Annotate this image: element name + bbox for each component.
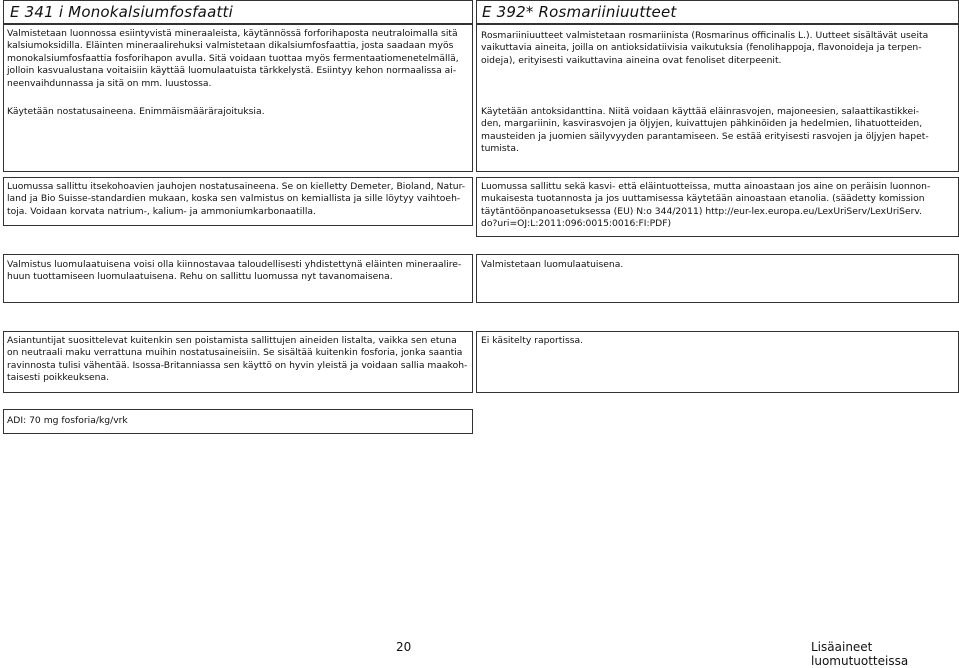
right-organic-line: täytäntöönpanoasetuksessa (EU) N:o 344/2011) http://eur-lex.europa.eu/LexUriServ/LexUriServ. — [481, 205, 923, 217]
left-production-box — [3, 254, 473, 303]
left-production-text — [7, 259, 472, 284]
left-intro-box — [3, 24, 473, 172]
right-production-box — [476, 254, 959, 303]
left-expert-box — [3, 331, 473, 393]
left-expert-text — [7, 335, 472, 385]
left-organic-line: Luomussa sallittu itsekohoavien jauhojen nostatusaineena. Se on kielletty Demeter, Bioland, Natur- — [7, 181, 466, 192]
left-title-box — [3, 0, 473, 24]
right-intro-line: vaikuttavia aineita, joilla on antioksidatiivisia vaikutuksia (fenolihappoja, flavonoideja ja terpen- — [481, 42, 922, 54]
left-title: E 341 i Monokalsiumfosfaatti — [10, 3, 233, 21]
right-expert-text: Ei käsitelty raportissa. — [481, 335, 584, 346]
left-usage-text: Käytetään nostatusaineena. Enimmäismäärärajoituksia. — [7, 106, 265, 117]
right-organic-line: Luomussa sallittu sekä kasvi- että eläintuotteissa, mutta ainoastaan jos aine on peräisin luonnon- — [481, 181, 931, 192]
left-organic-line: land ja Bio Suisse-standardien mukaan, koska sen valmistus on kemiallista ja sille löytyy vaihtoeh- — [7, 193, 461, 205]
left-adi-text: ADI: 70 mg fosforia/kg/vrk — [7, 415, 128, 426]
right-usage-line: Käytetään antoksidanttina. Niitä voidaan käyttää eläinrasvojen, majoneesien, salaattikastikkei- — [481, 106, 920, 117]
left-expert-line: on neutraali maku verrattuna muihin nostatusaineisiin. Se sisältää kuitenkin fosforia, jonka saantia — [7, 347, 463, 359]
left-organic-line: toja. Voidaan korvata natrium-, kalium- ja ammoniumkarbonaatilla. — [7, 205, 316, 217]
left-organic-box — [3, 177, 473, 226]
right-intro-line: oideja), erityisesti vaikuttavina aineina ovat fenoliset diterpeenit. — [481, 54, 782, 66]
right-organic-text — [481, 181, 957, 231]
left-expert-line: taisesti poikkeuksena. — [7, 372, 110, 384]
right-expert-box — [476, 331, 959, 393]
left-organic-text — [7, 181, 472, 218]
left-intro-line: Valmistetaan luonnossa esiintyvistä mineraaleista, käytännössä forforihaposta neutraloimalla sitä — [7, 28, 458, 39]
left-expert-line: ravinnosta tulisi vähentää. Isossa-Britanniassa sen käyttö on hyvin yleistä ja voidaan sallia maakoh- — [7, 359, 468, 371]
right-production-text: Valmistetaan luomulaatuisena. — [481, 259, 624, 270]
right-intro-line: Rosmariiniuutteet valmistetaan rosmariinista (Rosmarinus officinalis L.). Uutteet sisältävät useita — [481, 30, 929, 41]
right-usage-line: tumista. — [481, 143, 519, 155]
footer-label: Lisäaineet luomutuotteissa — [811, 640, 909, 668]
right-organic-box — [476, 177, 959, 237]
left-intro-text — [7, 28, 472, 90]
right-title-box — [476, 0, 959, 24]
page-number: 20 — [396, 640, 412, 654]
left-production-line: huun tuottamiseen luomulaatuisena. Rehu on sallittu luomussa nyt tavanomaisena. — [7, 271, 393, 283]
right-usage-line: mausteiden ja juomien säilyvyyden parantamiseen. Se estää erityisesti rasvojen ja öljyjen hapet- — [481, 130, 929, 142]
right-intro-text — [481, 30, 957, 67]
right-usage-text — [481, 106, 957, 156]
left-adi-box — [3, 409, 473, 434]
left-intro-line: neenvaihdunnassa ja sitä on mm. luustossa. — [7, 77, 212, 89]
left-production-line: Valmistus luomulaatuisena voisi olla kiinnostavaa taloudellisesti yhdistettynä eläinten mineraalire- — [7, 259, 462, 270]
right-usage-line: den, margariinin, kasvirasvojen ja öljyjen, kuivattujen pähkinöiden ja hedelmien, lihatuotteiden, — [481, 118, 923, 130]
right-organic-line: do?uri=OJ:L:2011:096:0015:0016:FI:PDF) — [481, 218, 672, 230]
left-intro-line: jolloin kasvualustana voitaisiin käyttää luomulaatuista tärkkelystä. Esiintyy kehon normaalissa ai- — [7, 65, 457, 77]
right-intro-box — [476, 24, 959, 172]
left-expert-line: Asiantuntijat suosittelevat kuitenkin sen poistamista sallittujen aineiden listalta, vaikka sen etuna — [7, 335, 457, 346]
right-title: E 392* Rosmariiniuutteet — [482, 3, 677, 21]
left-intro-line: monokalsiumfosfaattia fosforihapon avulla. Sitä voidaan tuottaa myös fermentaatiomenetelmällä, — [7, 52, 459, 64]
right-organic-line: mukaisesta tuotannosta ja jos uuttamisessa käytetään ainoastaan etanolia. (säädetty komission — [481, 193, 925, 205]
left-intro-line: kalsiumoksidilla. Eläinten mineraalirehuksi valmistetaan dikalsiumfosfaattia, josta saadaan myös — [7, 40, 454, 52]
